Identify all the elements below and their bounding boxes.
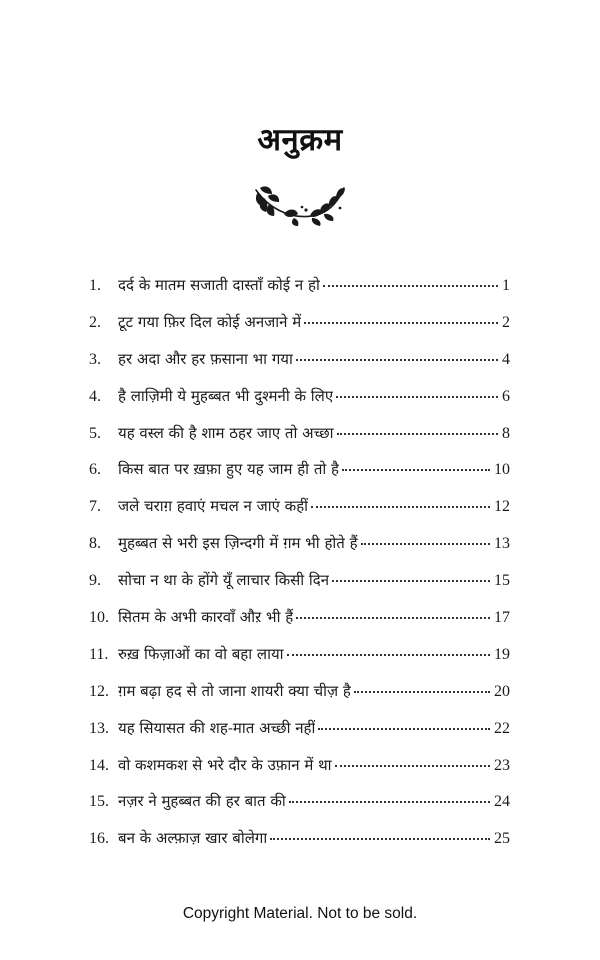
toc-title: दर्द के मातम सजाती दास्ताँ कोई न हो	[118, 276, 320, 294]
dot-leader	[332, 579, 490, 582]
toc-title: है लाज़िमी ये मुहब्बत भी दुश्मनी के लिए	[118, 386, 334, 405]
toc-number: 1.	[89, 277, 101, 294]
toc-page-number: 15	[494, 572, 510, 590]
leaf-branch-ornament-icon	[250, 180, 350, 228]
toc-page-number: 20	[494, 682, 510, 700]
toc-title: टूट गया फ़िर दिल कोई अनजाने में	[118, 312, 302, 331]
dot-leader	[361, 542, 490, 545]
toc-page-number: 6	[502, 387, 510, 405]
toc-entry[interactable]	[89, 750, 510, 787]
toc-number: 11.	[89, 645, 109, 663]
copyright-notice: Copyright Material. Not to be sold.	[182, 905, 418, 922]
dot-leader	[337, 432, 498, 435]
dot-leader	[304, 321, 498, 324]
toc-entry[interactable]	[89, 454, 510, 491]
toc-number: 10.	[89, 609, 109, 627]
dot-leader	[323, 284, 498, 287]
toc-page-number: 24	[494, 793, 510, 811]
toc-number: 9.	[89, 572, 101, 590]
dot-leader	[335, 764, 490, 767]
dot-leader	[354, 690, 490, 693]
toc-title: हर अदा और हर फ़साना भा गया	[118, 349, 293, 368]
toc-page-number: 22	[494, 719, 510, 737]
toc-page-number: 23	[494, 756, 510, 774]
toc-entry[interactable]	[89, 344, 510, 381]
dot-leader	[318, 727, 490, 730]
toc-title: सितम के अभी कारवाँ औऱ भी हैं	[118, 608, 294, 627]
toc-entry[interactable]	[89, 418, 510, 455]
toc-number: 6.	[89, 461, 101, 479]
toc-page-number: 8	[502, 424, 510, 442]
toc-number: 15.	[89, 793, 109, 811]
table-of-contents	[89, 270, 510, 860]
toc-title: वो कशमकश से भरे दौर के उफ़ान में था	[118, 755, 332, 774]
toc-entry[interactable]	[89, 270, 510, 307]
toc-number: 7.	[89, 498, 101, 516]
toc-number: 13.	[89, 719, 109, 737]
toc-title: नज़र ने मुहब्बत की हर बात की	[118, 792, 286, 811]
toc-entry[interactable]	[89, 565, 510, 602]
toc-entry[interactable]	[89, 639, 510, 676]
dot-leader	[296, 358, 498, 361]
toc-page-number: 12	[494, 498, 510, 516]
toc-number: 4.	[89, 387, 101, 405]
toc-entry[interactable]	[89, 602, 510, 639]
toc-title: जले चराग़ हवाएं मचल न जाएं कहीं	[118, 497, 309, 516]
toc-title: सोचा न था के होंगे यूँ लाचार किसी दिन	[118, 571, 330, 590]
dot-leader	[270, 837, 490, 840]
toc-entry[interactable]	[89, 786, 510, 823]
dot-leader	[289, 800, 490, 803]
toc-page-number: 13	[494, 535, 510, 553]
toc-title: ग़म बढ़ा हद से तो जाना शायरी क्या चीज़ है	[118, 681, 351, 700]
dot-leader	[311, 505, 490, 508]
toc-number: 8.	[89, 535, 101, 553]
toc-page-number: 2	[502, 313, 510, 331]
dot-leader	[342, 468, 490, 471]
toc-page-number: 25	[494, 830, 510, 848]
toc-title: मुहब्बत से भरी इस ज़िन्दगी में ग़म भी होते हैं	[118, 534, 358, 553]
toc-entry[interactable]	[89, 381, 510, 418]
toc-entry[interactable]	[89, 491, 510, 528]
dot-leader	[336, 395, 498, 398]
toc-title: यह सियासत की शह-मात अच्छी नहीं	[118, 718, 316, 737]
toc-entry[interactable]	[89, 676, 510, 713]
dot-leader	[287, 653, 490, 656]
toc-title: यह वस्ल की है शाम ठहर जाए तो अच्छा	[118, 423, 334, 442]
toc-entry[interactable]	[89, 528, 510, 565]
toc-entry[interactable]	[89, 307, 510, 344]
toc-entry[interactable]	[89, 823, 510, 860]
toc-number: 3.	[89, 350, 101, 368]
toc-page-number: 4	[502, 350, 510, 368]
toc-number: 16.	[89, 830, 109, 848]
toc-number: 2.	[89, 313, 101, 331]
toc-title: किस बात पर ख़फ़ा हुए यह जाम ही तो है	[118, 460, 339, 479]
toc-number: 14.	[89, 756, 109, 774]
toc-title: बन के अल्फ़ाज़ खार बोलेगा	[118, 829, 268, 848]
page-title: अनुक्रम	[257, 122, 343, 158]
toc-page-number: 1	[502, 277, 510, 294]
toc-number: 5.	[89, 424, 101, 442]
toc-entry[interactable]	[89, 713, 510, 750]
toc-page-number: 19	[494, 645, 510, 663]
dot-leader	[296, 616, 490, 619]
toc-page-number: 17	[494, 609, 510, 627]
toc-page-number: 10	[494, 461, 510, 479]
toc-number: 12.	[89, 682, 109, 700]
toc-title: रुख़ फिज़ाओं का वो बहा लाया	[118, 644, 284, 663]
